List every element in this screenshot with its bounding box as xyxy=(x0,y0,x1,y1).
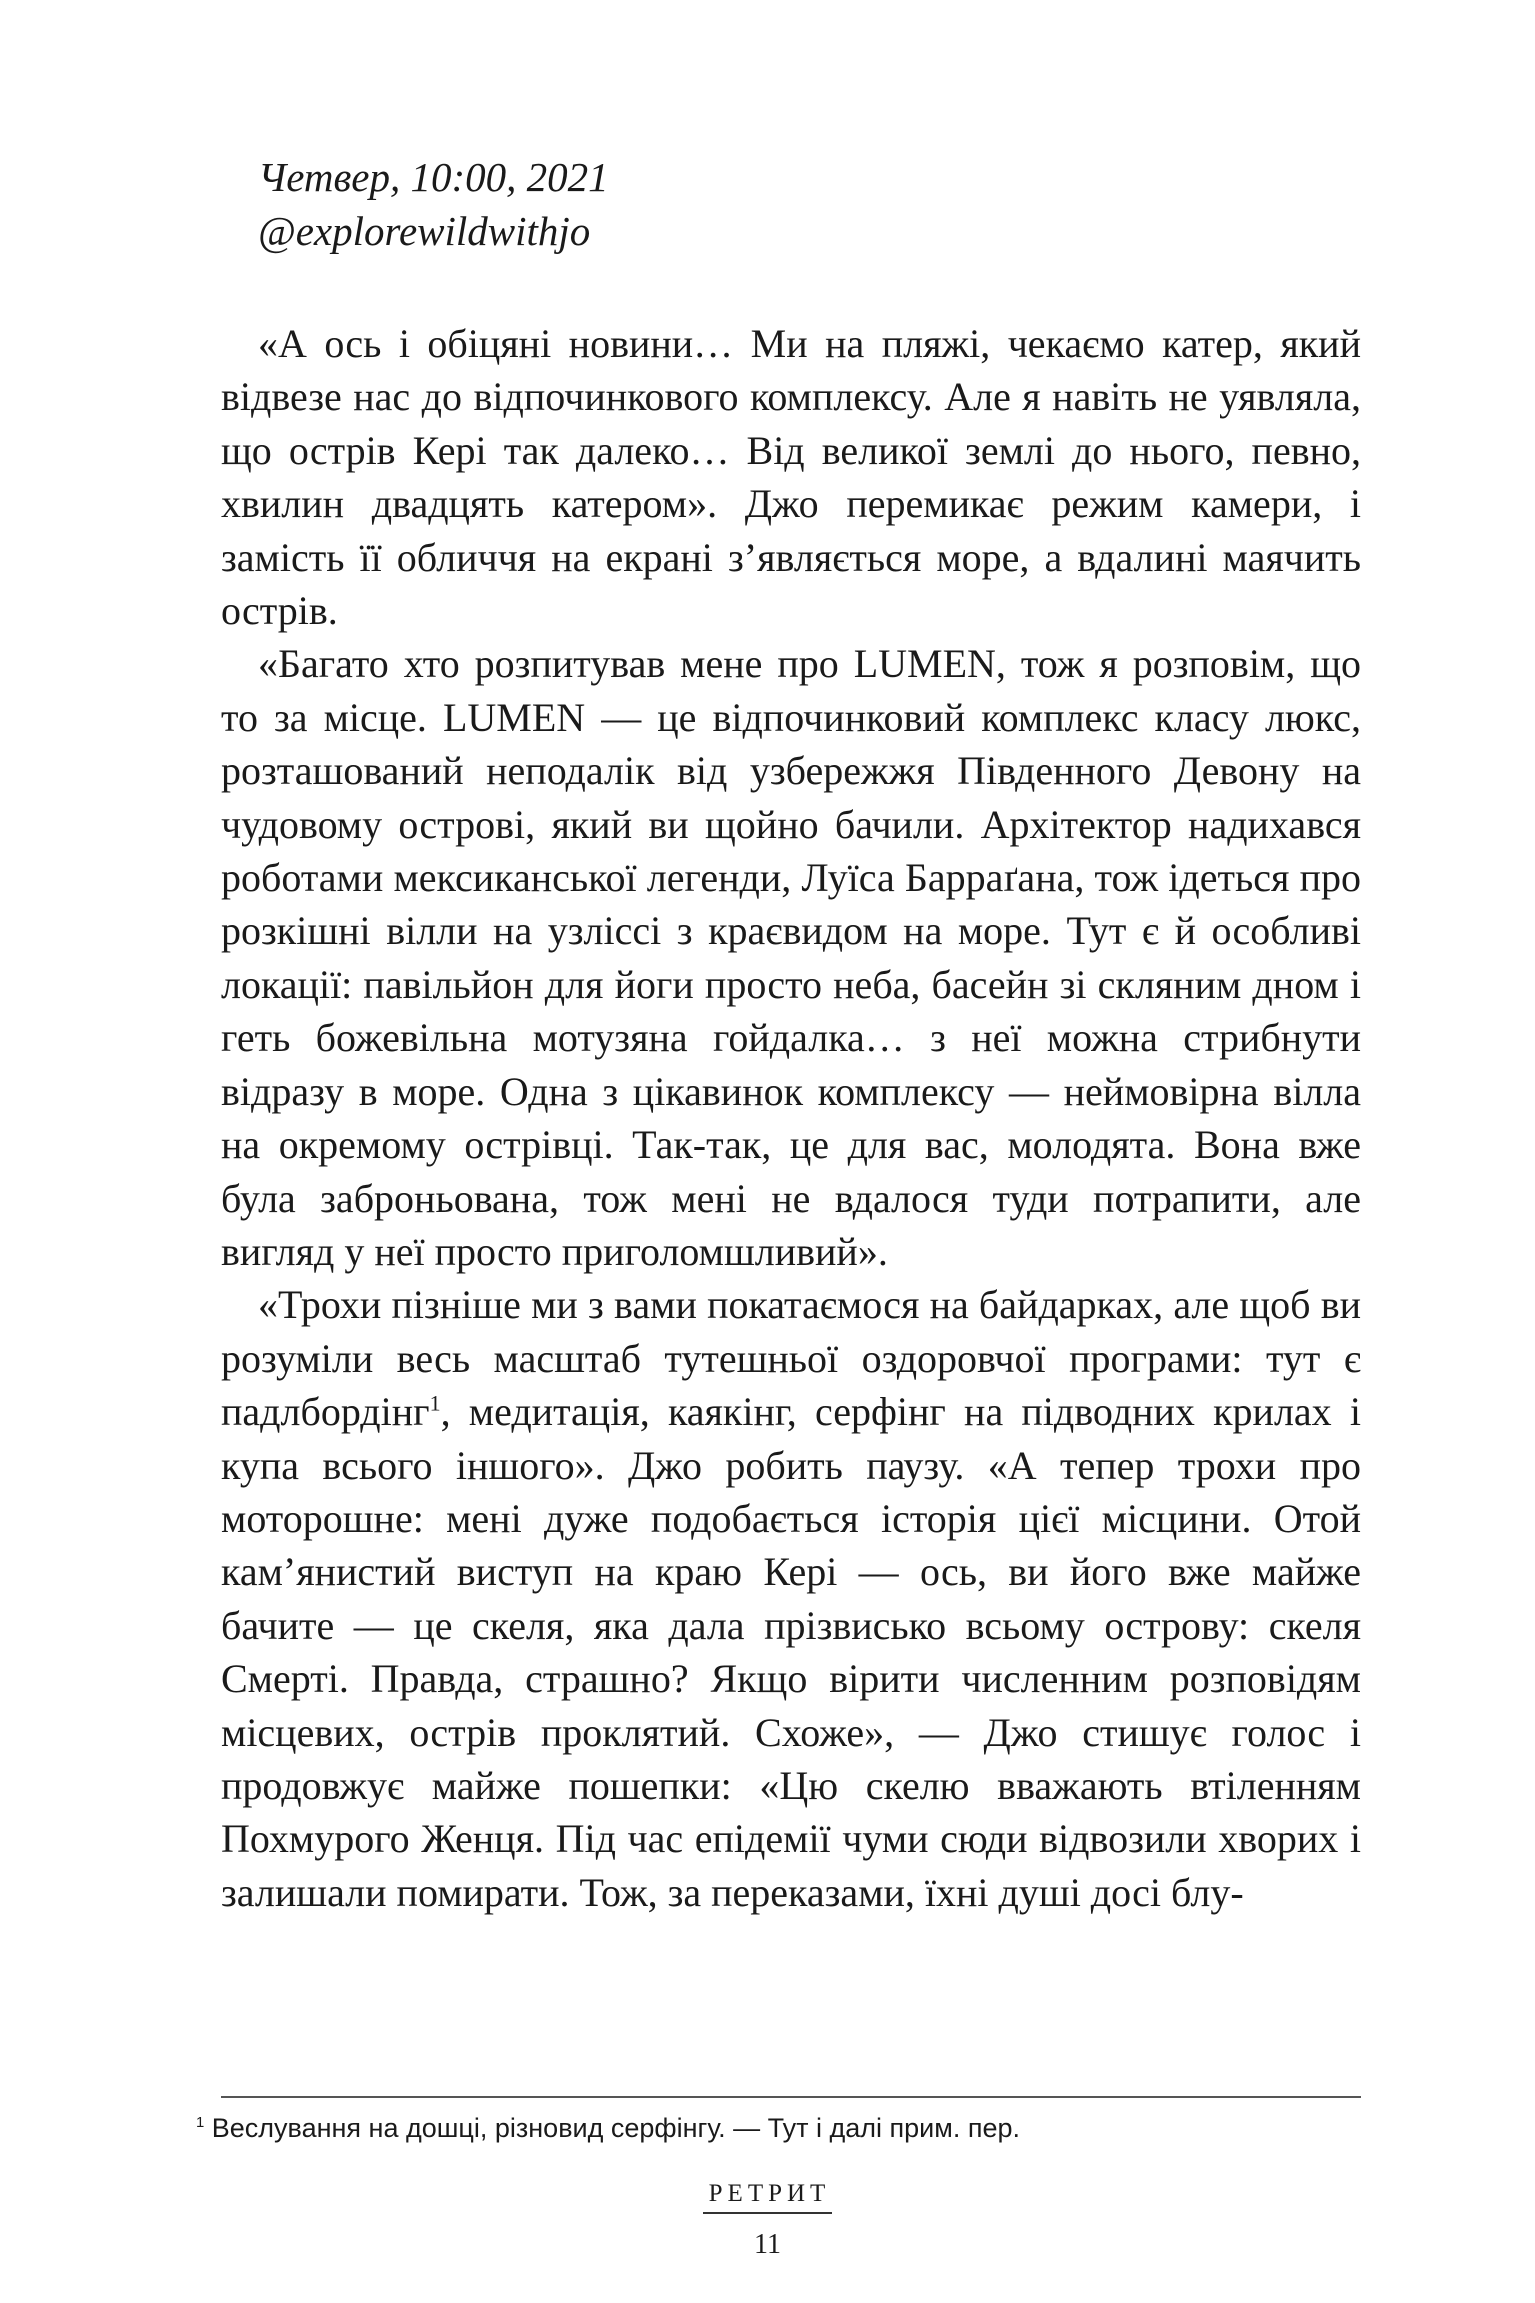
footnote-mark: 1 xyxy=(196,2115,205,2131)
paragraph-3-part-2: , медитація, каякінг, серфінг на підводних крилах і купа всього іншого». Джо робить паузу. «А тепер трохи про моторошне: мені дуже подобається історія цієї місцини. Отой кам’янистий виступ на краю Кері — ось, ви його вже майже бачите — це скеля, яка дала прізвисько всьому острову: скеля Смерті. Правда, страшно? Якщо вірити численним розповідям місцевих, острів проклятий. Схоже», — Джо стишує голос і продовжує майже пошепки: «Цю скелю вважають втіленням Похмурого Женця. Під час епідемії чуми сюди відвозили хворих і залишали помирати. Тож, за переказами, їхні душі досі блу- xyxy=(221,1389,1361,1915)
page-number: 11 xyxy=(754,2229,781,2260)
paragraph-1: «А ось і обіцяні новини… Ми на пляжі, чекаємо катер, який відвезе нас до відпочинкового комплексу. Але я навіть не уявляла, що острів Кері так далеко… Від великої землі до нього, певно, хвилин двадцять катером». Джо перемикає режим камери, і замість її обличчя на екрані з’являється море, а вдалині маячить острів. xyxy=(221,321,1361,634)
post-header xyxy=(258,150,609,258)
running-title xyxy=(0,2180,1535,2214)
footnote-text: Веслування на дошці, різновид серфінгу. — Тут і далі прим. пер. xyxy=(204,2113,1020,2143)
footnote xyxy=(196,2110,1020,2146)
paragraph-3 xyxy=(221,1278,1361,1919)
footnote-divider xyxy=(221,2096,1361,2098)
paragraph-2: «Багато хто розпитував мене про LUMEN, тож я розповім, що то за місце. LUMEN — це відпочинковий комплекс класу люкс, розташований неподалік від узбережжя Південного Девону на чудовому острові, який ви щойно бачили. Архітектор надихався роботами мексиканської легенди, Луїса Барраґана, тож ідеться про розкішні вілли на узліссі з краєвидом на море. Тут є й особливі локації: павільйон для йоги просто неба, басейн зі скляним дном і геть божевільна мотузяна гойдалка… з неї можна стрибнути відразу в море. Одна з цікавинок комплексу — неймовірна вілла на окремому острівці. Так-так, це для вас, молодята. Вона вже була заброньована, тож мені не вдалося туди потрапити, але вигляд у неї просто приголомшливий». xyxy=(221,641,1361,1274)
post-handle: @explorewildwithjo xyxy=(258,208,591,254)
paragraph-3-part-1: «Трохи пізніше ми з вами покатаємося на байдарках, але щоб ви розуміли весь масштаб тутешньої оздоровчої програми: тут є падлбордінг xyxy=(221,1282,1361,1435)
body-text xyxy=(221,317,1361,1919)
running-title-text: РЕТРИТ xyxy=(703,2180,833,2214)
footnote-reference[interactable]: 1 xyxy=(429,1390,441,1416)
post-dateline: Четвер, 10:00, 2021 xyxy=(258,154,609,200)
